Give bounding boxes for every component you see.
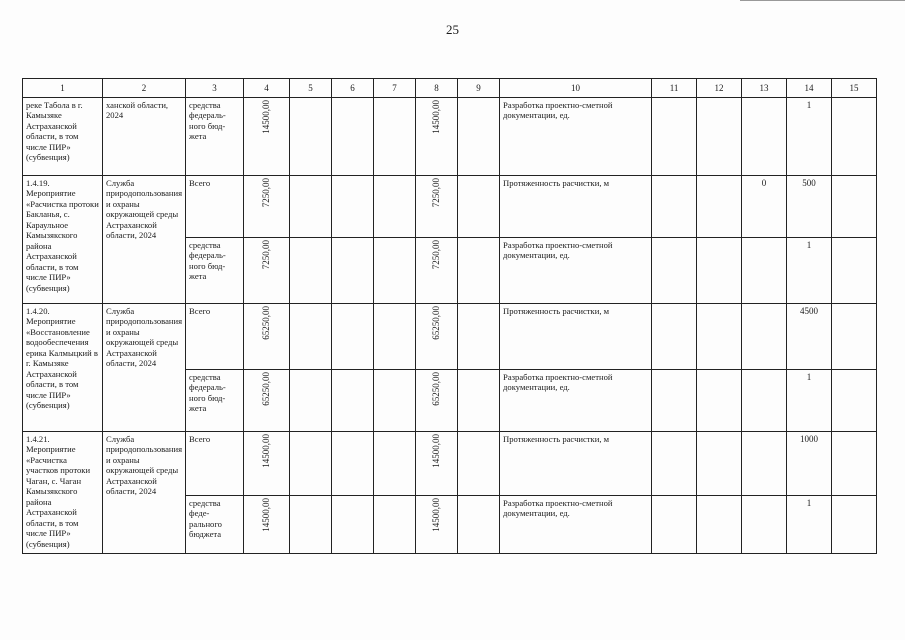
indicator-cell: Протяженность расчистки, м xyxy=(500,432,652,496)
empty-cell-9 xyxy=(458,98,500,176)
column-number-7: 7 xyxy=(374,79,416,98)
empty-cell-7 xyxy=(374,370,416,432)
empty-cell-6 xyxy=(332,98,374,176)
column-number-13: 13 xyxy=(742,79,787,98)
funding-source-cell: Всего xyxy=(186,176,244,238)
activity-name-cell: 1.4.21. Мероприятие «Расчистка участков протоки Чаган, с. Чаган Камызякского района Астраханской области, в том числе ПИР» (субвенция) xyxy=(23,432,103,554)
empty-cell-6 xyxy=(332,176,374,238)
indicator-cell: Разработка проектно-сметной документации, ед. xyxy=(500,496,652,554)
executor-cell: Служба природопользования и охраны окружающей среды Астраханской области, 2024 xyxy=(103,432,186,554)
empty-cell-12 xyxy=(697,370,742,432)
amount-cell xyxy=(244,370,290,432)
empty-cell-15 xyxy=(832,496,877,554)
column-number-3: 3 xyxy=(186,79,244,98)
empty-cell-11 xyxy=(652,304,697,370)
value-14-cell: 1 xyxy=(787,370,832,432)
empty-cell-6 xyxy=(332,238,374,304)
amount-2024-value: 14500,00 xyxy=(431,498,442,532)
amount-2024-cell xyxy=(416,496,458,554)
funding-source-cell: Всего xyxy=(186,432,244,496)
empty-cell-15 xyxy=(832,98,877,176)
program-table xyxy=(22,78,877,554)
amount-2024-cell xyxy=(416,238,458,304)
empty-cell-15 xyxy=(832,432,877,496)
amount-cell xyxy=(244,496,290,554)
empty-cell-9 xyxy=(458,304,500,370)
empty-cell-11 xyxy=(652,370,697,432)
value-13-cell xyxy=(742,496,787,554)
empty-cell-12 xyxy=(697,98,742,176)
amount-2024-cell xyxy=(416,304,458,370)
empty-cell-6 xyxy=(332,432,374,496)
amount-2024-value: 14500,00 xyxy=(431,434,442,468)
amount-value: 65250,00 xyxy=(261,306,272,340)
empty-cell-12 xyxy=(697,432,742,496)
empty-cell-7 xyxy=(374,98,416,176)
column-number-11: 11 xyxy=(652,79,697,98)
amount-cell xyxy=(244,238,290,304)
indicator-cell: Разработка проектно-сметной документации, ед. xyxy=(500,238,652,304)
column-number-5: 5 xyxy=(290,79,332,98)
amount-2024-value: 65250,00 xyxy=(431,306,442,340)
value-14-cell: 500 xyxy=(787,176,832,238)
amount-cell xyxy=(244,432,290,496)
empty-cell-7 xyxy=(374,238,416,304)
column-number-1: 1 xyxy=(23,79,103,98)
value-13-cell: 0 xyxy=(742,176,787,238)
empty-cell-5 xyxy=(290,432,332,496)
amount-value: 7250,00 xyxy=(261,178,272,208)
amount-value: 65250,00 xyxy=(261,372,272,406)
amount-2024-cell xyxy=(416,370,458,432)
amount-cell xyxy=(244,176,290,238)
indicator-cell: Протяженность расчистки, м xyxy=(500,304,652,370)
value-13-cell xyxy=(742,238,787,304)
amount-2024-cell xyxy=(416,432,458,496)
table-row xyxy=(23,176,877,238)
column-number-9: 9 xyxy=(458,79,500,98)
empty-cell-11 xyxy=(652,496,697,554)
amount-2024-value: 7250,00 xyxy=(431,178,442,208)
empty-cell-7 xyxy=(374,304,416,370)
value-13-cell xyxy=(742,432,787,496)
empty-cell-5 xyxy=(290,176,332,238)
empty-cell-12 xyxy=(697,304,742,370)
column-number-8: 8 xyxy=(416,79,458,98)
column-number-10: 10 xyxy=(500,79,652,98)
empty-cell-9 xyxy=(458,238,500,304)
empty-cell-9 xyxy=(458,370,500,432)
table-row xyxy=(23,304,877,370)
empty-cell-9 xyxy=(458,176,500,238)
funding-source-cell: средства феде-рального бюджета xyxy=(186,496,244,554)
empty-cell-7 xyxy=(374,496,416,554)
amount-2024-cell xyxy=(416,98,458,176)
value-13-cell xyxy=(742,370,787,432)
indicator-cell: Разработка проектно-сметной документации, ед. xyxy=(500,370,652,432)
table-row xyxy=(23,432,877,496)
executor-cell: ханской области, 2024 xyxy=(103,98,186,176)
amount-value: 14500,00 xyxy=(261,100,272,134)
activity-name-cell: 1.4.19. Мероприятие «Расчистка протоки Бакланья, с. Караульное Камызякского района Астраханской области, в том числе ПИР» (субвенция) xyxy=(23,176,103,304)
activity-name-cell: 1.4.20. Мероприятие «Восстановление водообеспечения ерика Калмыцкий в г. Камызяке Астраханской области, в том числе ПИР» (субвенция) xyxy=(23,304,103,432)
indicator-cell: Протяженность расчистки, м xyxy=(500,176,652,238)
empty-cell-5 xyxy=(290,98,332,176)
funding-source-cell: Всего xyxy=(186,304,244,370)
value-13-cell xyxy=(742,98,787,176)
empty-cell-15 xyxy=(832,370,877,432)
header-row xyxy=(23,79,877,98)
empty-cell-5 xyxy=(290,496,332,554)
value-14-cell: 1 xyxy=(787,98,832,176)
value-14-cell: 1 xyxy=(787,238,832,304)
executor-cell: Служба природопользования и охраны окружающей среды Астраханской области, 2024 xyxy=(103,304,186,432)
value-14-cell: 4500 xyxy=(787,304,832,370)
empty-cell-7 xyxy=(374,176,416,238)
empty-cell-5 xyxy=(290,238,332,304)
empty-cell-15 xyxy=(832,304,877,370)
amount-cell xyxy=(244,98,290,176)
amount-2024-value: 14500,00 xyxy=(431,100,442,134)
empty-cell-12 xyxy=(697,176,742,238)
empty-cell-15 xyxy=(832,238,877,304)
empty-cell-6 xyxy=(332,496,374,554)
column-number-2: 2 xyxy=(103,79,186,98)
empty-cell-11 xyxy=(652,432,697,496)
activity-name-cell: реке Табола в г. Камызяке Астраханской области, в том числе ПИР» (субвенция) xyxy=(23,98,103,176)
column-number-6: 6 xyxy=(332,79,374,98)
empty-cell-5 xyxy=(290,304,332,370)
empty-cell-11 xyxy=(652,176,697,238)
empty-cell-12 xyxy=(697,496,742,554)
top-rule xyxy=(740,0,905,1)
value-13-cell xyxy=(742,304,787,370)
indicator-cell: Разработка проектно-сметной документации, ед. xyxy=(500,98,652,176)
funding-source-cell: средства федераль-ного бюд-жета xyxy=(186,238,244,304)
amount-value: 14500,00 xyxy=(261,434,272,468)
empty-cell-5 xyxy=(290,370,332,432)
empty-cell-15 xyxy=(832,176,877,238)
empty-cell-11 xyxy=(652,238,697,304)
empty-cell-7 xyxy=(374,432,416,496)
empty-cell-9 xyxy=(458,496,500,554)
page-number: 25 xyxy=(446,22,459,37)
amount-cell xyxy=(244,304,290,370)
amount-2024-value: 65250,00 xyxy=(431,372,442,406)
executor-cell: Служба природопользования и охраны окружающей среды Астраханской области, 2024 xyxy=(103,176,186,304)
value-14-cell: 1 xyxy=(787,496,832,554)
column-number-12: 12 xyxy=(697,79,742,98)
empty-cell-6 xyxy=(332,370,374,432)
empty-cell-12 xyxy=(697,238,742,304)
value-14-cell: 1000 xyxy=(787,432,832,496)
funding-source-cell: средства федераль-ного бюд-жета xyxy=(186,370,244,432)
column-number-4: 4 xyxy=(244,79,290,98)
column-number-14: 14 xyxy=(787,79,832,98)
amount-2024-value: 7250,00 xyxy=(431,240,442,270)
empty-cell-9 xyxy=(458,432,500,496)
amount-value: 14500,00 xyxy=(261,498,272,532)
table-row xyxy=(23,98,877,176)
empty-cell-11 xyxy=(652,98,697,176)
amount-value: 7250,00 xyxy=(261,240,272,270)
amount-2024-cell xyxy=(416,176,458,238)
funding-source-cell: средства федераль-ного бюд-жета xyxy=(186,98,244,176)
column-number-15: 15 xyxy=(832,79,877,98)
empty-cell-6 xyxy=(332,304,374,370)
